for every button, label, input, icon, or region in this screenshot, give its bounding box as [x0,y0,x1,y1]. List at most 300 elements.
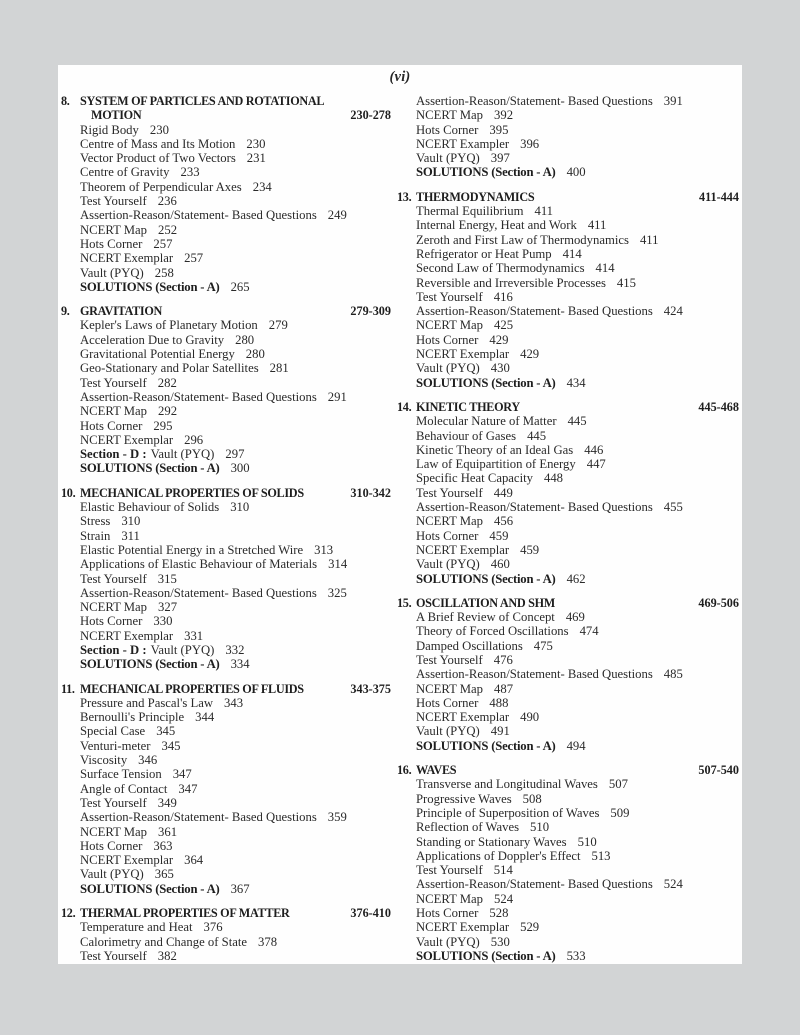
toc-entry-page: 257 [153,236,173,251]
toc-entry [61,572,391,586]
toc-entry [61,461,391,475]
toc-entry-page: 411 [534,204,554,219]
chapter-title-line: MECHANICAL PROPERTIES OF SOLIDS [80,485,304,500]
toc-entry-label: Test Yourself [416,863,483,878]
toc-entry [61,376,391,390]
chapter-page-range: 279-309 [350,304,391,319]
toc-entry [61,333,391,347]
toc-entry-label: SOLUTIONS (Section - A) [416,165,556,180]
toc-entry-page: 490 [520,710,540,725]
toc-entry [61,390,391,404]
chapter-page-range: 445-468 [698,399,739,414]
toc-entry-label: Assertion-Reason/Statement- Based Questions [80,585,317,600]
toc-entry-label: Internal Energy, Heat and Work [416,218,577,233]
toc-entry-label: Kinetic Theory of an Ideal Gas [416,442,574,457]
toc-entry [61,882,391,896]
toc-entry [61,657,391,671]
chapter-number: 15. [397,595,412,610]
toc-entry [61,825,391,839]
toc-entry [397,877,739,891]
toc-entry-label: NCERT Map [80,600,148,615]
toc-entry [397,639,739,653]
chapter-title-line: THERMAL PROPERTIES OF MATTER [80,906,290,921]
toc-entry [61,796,391,810]
toc-entry [397,429,739,443]
chapter-title-line: WAVES [416,763,457,778]
toc-entry-label: NCERT Exemplar [416,542,510,557]
toc-entry [397,247,739,261]
toc-entry [61,543,391,557]
toc-entry-page: 282 [157,375,177,390]
toc-entry [61,447,391,461]
toc-chapter [397,400,739,586]
toc-entry [397,290,739,304]
toc-entry [397,820,739,834]
toc-entry-page: 509 [610,805,630,820]
toc-entry-page: 327 [158,600,178,615]
toc-entry-label: Zeroth and First Law of Thermodynamics [416,232,629,247]
toc-column-right [397,94,739,963]
toc-entry [397,724,739,738]
chapter-heading [61,682,391,696]
toc-entry-page: 343 [224,695,244,710]
chapter-number: 9. [61,304,70,319]
toc-entry [61,137,391,151]
toc-entry-label: NCERT Exemplar [416,710,510,725]
toc-entry [397,682,739,696]
toc-entry-label: Vault (PYQ) [150,642,215,657]
toc-entry [61,208,391,222]
toc-entry-page: 378 [258,934,278,949]
toc-entry-page: 429 [520,347,540,362]
toc-entry-page: 359 [327,810,347,825]
toc-entry-label: Assertion-Reason/Statement- Based Questions [416,304,653,319]
toc-entry-page: 524 [494,891,514,906]
toc-entry-page: 411 [587,218,607,233]
toc-entry-page: 313 [314,542,334,557]
toc-entry [397,529,739,543]
toc-entry-page: 414 [595,261,615,276]
chapter-heading [397,400,739,414]
chapter-page-range: 230-278 [350,108,391,123]
toc-entry-page: 529 [520,920,540,935]
toc-entry-label: Test Yourself [80,194,147,209]
toc-entry-label: Viscosity [80,753,128,768]
toc-entry [61,194,391,208]
toc-entry-page: 230 [246,136,266,151]
toc-entry-label: Hots Corner [80,236,143,251]
toc-entry-label: NCERT Map [416,891,484,906]
toc-entry-label: Hots Corner [416,332,479,347]
toc-entry-page: 397 [490,151,510,166]
toc-entry-label: Theory of Forced Oscillations [416,624,569,639]
chapter-title-line: MECHANICAL PROPERTIES OF FLUIDS [80,681,304,696]
toc-entry [61,710,391,724]
toc-entry-label: Surface Tension [80,767,162,782]
chapter-title [416,400,692,414]
toc-entry [61,782,391,796]
book-page [58,65,742,964]
toc-entry-page: 487 [494,681,514,696]
toc-entry-page: 447 [586,457,606,472]
toc-entry-label: SOLUTIONS (Section - A) [416,571,556,586]
toc-entry-label: NCERT Map [80,824,148,839]
toc-entry-page: 524 [663,877,683,892]
toc-entry [397,471,739,485]
toc-entry [61,867,391,881]
toc-entry-label: Centre of Mass and Its Motion [80,136,236,151]
toc-entry-page: 530 [490,934,510,949]
toc-entry-label: SOLUTIONS (Section - A) [416,738,556,753]
toc-entry [397,892,739,906]
toc-entry-page: 533 [566,948,586,963]
toc-entry-page: 476 [493,652,513,667]
toc-entry-label: NCERT Exampler [416,136,510,151]
chapter-title [80,906,344,920]
toc-entry [397,906,739,920]
toc-entry-label: Hots Corner [416,695,479,710]
toc-entry [397,653,739,667]
toc-entry-label: Vector Product of Two Vectors [80,151,236,166]
toc-entry-page: 346 [138,753,158,768]
toc-entry-page: 449 [493,485,513,500]
toc-entry-page: 347 [172,767,192,782]
toc-entry-label: Vault (PYQ) [80,265,144,280]
chapter-title-line: THERMODYNAMICS [416,189,535,204]
toc-entry [397,949,739,963]
toc-entry-page: 257 [184,251,204,266]
toc-entry-page: 300 [230,461,250,476]
toc-entry-label: NCERT Exemplar [416,347,510,362]
toc-entry-page: 424 [663,304,683,319]
toc-entry-page: 334 [230,657,250,672]
toc-entry-page: 456 [494,514,514,529]
toc-entry-label: Assertion-Reason/Statement- Based Questions [80,208,317,223]
toc-entry [397,457,739,471]
toc-entry-label: Behaviour of Gases [416,428,517,443]
toc-entry-label: Pressure and Pascal's Law [80,695,214,710]
toc-entry-page: 258 [154,265,174,280]
toc-entry-page: 314 [328,557,348,572]
toc-entry [397,610,739,624]
toc-entry [61,839,391,853]
toc-entry-page: 349 [157,795,177,810]
toc-entry-page: 252 [158,222,178,237]
toc-entry [61,404,391,418]
toc-chapter [61,304,391,476]
toc-entry-label: Vault (PYQ) [416,151,480,166]
toc-entry [61,614,391,628]
toc-entry-label: NCERT Exemplar [416,920,510,935]
toc-entry [61,586,391,600]
toc-entry-page: 488 [489,695,509,710]
toc-entry-label: Specific Heat Capacity [416,471,533,486]
toc-entry [397,204,739,218]
toc-entry [397,414,739,428]
toc-entry-page: 392 [494,108,514,123]
toc-entry-label: Acceleration Due to Gravity [80,332,225,347]
toc-chapter [61,906,391,963]
toc-entry-page: 510 [577,834,597,849]
toc-entry-label: Angle of Contact [80,781,168,796]
toc-entry-label: Second Law of Thermodynamics [416,261,585,276]
toc-entry-label: NCERT Exemplar [80,853,174,868]
toc-entry [61,739,391,753]
toc-entry-page: 233 [180,165,200,180]
toc-entry-page: 249 [327,208,347,223]
toc-entry [61,123,391,137]
toc-entry-label: Temperature and Heat [80,920,193,935]
toc-entry-page: 231 [246,151,266,166]
chapter-page-range: 411-444 [699,189,739,204]
toc-entry-page: 396 [520,136,540,151]
toc-entry-label: Assertion-Reason/Statement- Based Questions [416,667,653,682]
toc-entry-label: Vault (PYQ) [416,557,480,572]
toc-entry-page: 445 [567,414,587,429]
toc-entry [397,123,739,137]
chapter-heading [397,596,739,610]
toc-entry [397,710,739,724]
toc-entry [397,218,739,232]
toc-chapter [397,763,739,963]
toc-entry-label: Rigid Body [80,122,139,137]
toc-entry-label: Transverse and Longitudinal Waves [416,777,598,792]
toc-entry [397,667,739,681]
toc-entry [61,266,391,280]
toc-entry-page: 514 [493,863,513,878]
chapter-page-range: 507-540 [698,763,739,778]
toc-entry-page: 367 [230,881,250,896]
toc-entry-label: A Brief Review of Concept [416,610,555,625]
toc-entry-label: Assertion-Reason/Statement- Based Questions [416,94,653,108]
toc-entry-label: Assertion-Reason/Statement- Based Questions [416,877,653,892]
toc-entry-page: 297 [225,447,245,462]
toc-entry-page: 234 [252,179,272,194]
toc-entry-label: Gravitational Potential Energy [80,347,235,362]
toc-entry-page: 485 [663,667,683,682]
toc-entry-label: NCERT Map [416,108,484,123]
toc-entry [61,643,391,657]
toc-entry-label: Reversible and Irreversible Processes [416,275,606,290]
toc-entry-label: Law of Equipartition of Energy [416,457,576,472]
toc-entry-label: Test Yourself [416,485,483,500]
toc-entry [61,361,391,375]
toc-entry-page: 236 [157,194,177,209]
toc-entry-label: Elastic Behaviour of Solids [80,500,220,515]
toc-entry-label: Test Yourself [416,652,483,667]
toc-entry-page: 364 [184,853,204,868]
toc-entry-page: 281 [269,361,289,376]
toc-entry-label: Progressive Waves [416,791,512,806]
toc-entry-label: NCERT Exemplar [80,628,174,643]
toc-entry-page: 507 [608,777,628,792]
toc-entry-label: NCERT Exemplar [80,251,174,266]
toc-entry-label: Test Yourself [80,795,147,810]
toc-entry [397,233,739,247]
toc-entry [61,557,391,571]
chapter-page-range: 310-342 [350,485,391,500]
toc-entry [61,165,391,179]
toc-entry-label: Applications of Doppler's Effect [416,848,581,863]
toc-entry-page: 330 [153,614,173,629]
chapter-title-line: SYSTEM OF PARTICLES AND ROTATIONAL [80,94,325,108]
toc-entry-label: SOLUTIONS (Section - A) [80,657,220,672]
chapter-heading [61,94,391,123]
toc-entry [397,572,739,586]
toc-entry-page: 376 [203,920,223,935]
toc-entry-page: 459 [489,528,509,543]
toc-entry [61,629,391,643]
toc-chapter [397,190,739,390]
toc-entry-page: 311 [121,528,140,543]
toc-chapter [61,94,391,294]
toc-entry-page: 460 [490,557,510,572]
toc-entry-label: SOLUTIONS (Section - A) [416,948,556,963]
toc-entry [61,151,391,165]
toc-entry [397,849,739,863]
toc-entry-page: 494 [566,738,586,753]
toc-entry [61,920,391,934]
chapter-heading [61,906,391,920]
toc-entry [61,696,391,710]
toc-entry-page: 345 [156,724,176,739]
toc-entry-label: Standing or Stationary Waves [416,834,567,849]
toc-entry-label: NCERT Map [80,404,148,419]
toc-entry-label: Test Yourself [80,948,147,963]
toc-entry-page: 475 [533,638,553,653]
toc-entry [397,835,739,849]
toc-chapter [61,682,391,896]
chapter-page-range: 343-375 [350,681,391,696]
toc-entry-page: 310 [121,514,141,529]
toc-entry [397,500,739,514]
toc-entry-page: 446 [584,442,604,457]
toc-entry-label: Special Case [80,724,146,739]
toc-entry-label: Molecular Nature of Matter [416,414,557,429]
chapter-number: 11. [61,681,75,696]
toc-entry-label: Test Yourself [416,289,483,304]
toc-entry-page: 325 [327,585,347,600]
toc-entry [61,419,391,433]
chapter-title [80,486,344,500]
toc-entry [397,935,739,949]
toc-entry-label: Test Yourself [80,375,147,390]
chapter-title [416,596,692,610]
toc-entry [397,696,739,710]
toc-entry-label: Assertion-Reason/Statement- Based Questions [416,500,653,515]
toc-entry-page: 331 [184,628,204,643]
toc-entry [397,361,739,375]
toc-entry-page: 230 [149,122,169,137]
toc-chapter [61,486,391,672]
toc-entry-page: 363 [153,838,173,853]
toc-entry-label: Centre of Gravity [80,165,170,180]
chapter-title [416,190,693,204]
toc-entry [397,94,739,108]
toc-entry-page: 345 [161,738,181,753]
chapter-heading [61,486,391,500]
chapter-title-line: KINETIC THEORY [416,399,520,414]
chapter-number: 8. [61,94,70,108]
toc-entry-page: 280 [245,347,265,362]
toc-entry-label: Thermal Equilibrium [416,204,524,219]
toc-entry-label: Reflection of Waves [416,820,520,835]
toc-entry [397,333,739,347]
toc-entry-page: 391 [663,94,683,108]
toc-entry-page: 411 [639,232,659,247]
toc-chapter [397,94,739,180]
toc-entry-page: 414 [562,246,582,261]
toc-entry-label: Hots Corner [416,528,479,543]
toc-entry-prefix: Section - D : [80,447,147,462]
toc-entry-page: 491 [490,724,510,739]
toc-entry [61,753,391,767]
toc-entry-page: 361 [158,824,178,839]
toc-entry [61,280,391,294]
toc-entry [61,810,391,824]
toc-entry [397,557,739,571]
toc-entry [397,514,739,528]
toc-entry-prefix: Section - D : [80,642,147,657]
chapter-title [80,94,344,123]
toc-entry [397,806,739,820]
chapter-page-range: 469-506 [698,595,739,610]
toc-entry [397,543,739,557]
page-number-label: (vi) [389,69,411,85]
toc-entry [397,777,739,791]
toc-chapter [397,596,739,753]
toc-entry-page: 459 [520,542,540,557]
toc-entry-page: 434 [566,375,586,390]
toc-entry [61,529,391,543]
toc-entry-page: 280 [235,332,255,347]
toc-entry [397,376,739,390]
toc-entry-label: Refrigerator or Heat Pump [416,246,552,261]
toc-entry-page: 469 [565,610,585,625]
toc-entry [61,223,391,237]
toc-entry-label: NCERT Map [416,681,484,696]
toc-entry [397,443,739,457]
toc-entry [397,276,739,290]
toc-entry-label: Calorimetry and Change of State [80,934,248,949]
toc-entry [397,165,739,179]
chapter-number: 14. [397,399,412,414]
chapter-heading [397,190,739,204]
toc-entry-page: 513 [591,848,611,863]
toc-entry-page: 291 [327,389,347,404]
toc-entry [397,792,739,806]
toc-entry-page: 474 [579,624,599,639]
toc-entry [397,137,739,151]
chapter-page-range: 376-410 [350,906,391,921]
chapter-title-line: OSCILLATION AND SHM [416,595,555,610]
toc-entry-page: 344 [195,710,215,725]
chapter-title-line: GRAVITATION [80,304,163,319]
toc-entry-label: SOLUTIONS (Section - A) [80,881,220,896]
toc-entry-page: 382 [157,948,177,963]
toc-entry-label: Applications of Elastic Behaviour of Materials [80,557,318,572]
toc-entry-label: Bernoulli's Principle [80,710,185,725]
toc-entry-label: Geo-Stationary and Polar Satellites [80,361,259,376]
chapter-title [80,304,344,318]
toc-entry-label: Hots Corner [80,838,143,853]
toc-entry-page: 416 [493,289,513,304]
chapter-title-line: MOTION [91,108,142,123]
toc-entry-label: SOLUTIONS (Section - A) [416,375,556,390]
toc-entry [61,853,391,867]
toc-entry-page: 448 [543,471,563,486]
toc-entry-label: NCERT Exemplar [80,432,174,447]
